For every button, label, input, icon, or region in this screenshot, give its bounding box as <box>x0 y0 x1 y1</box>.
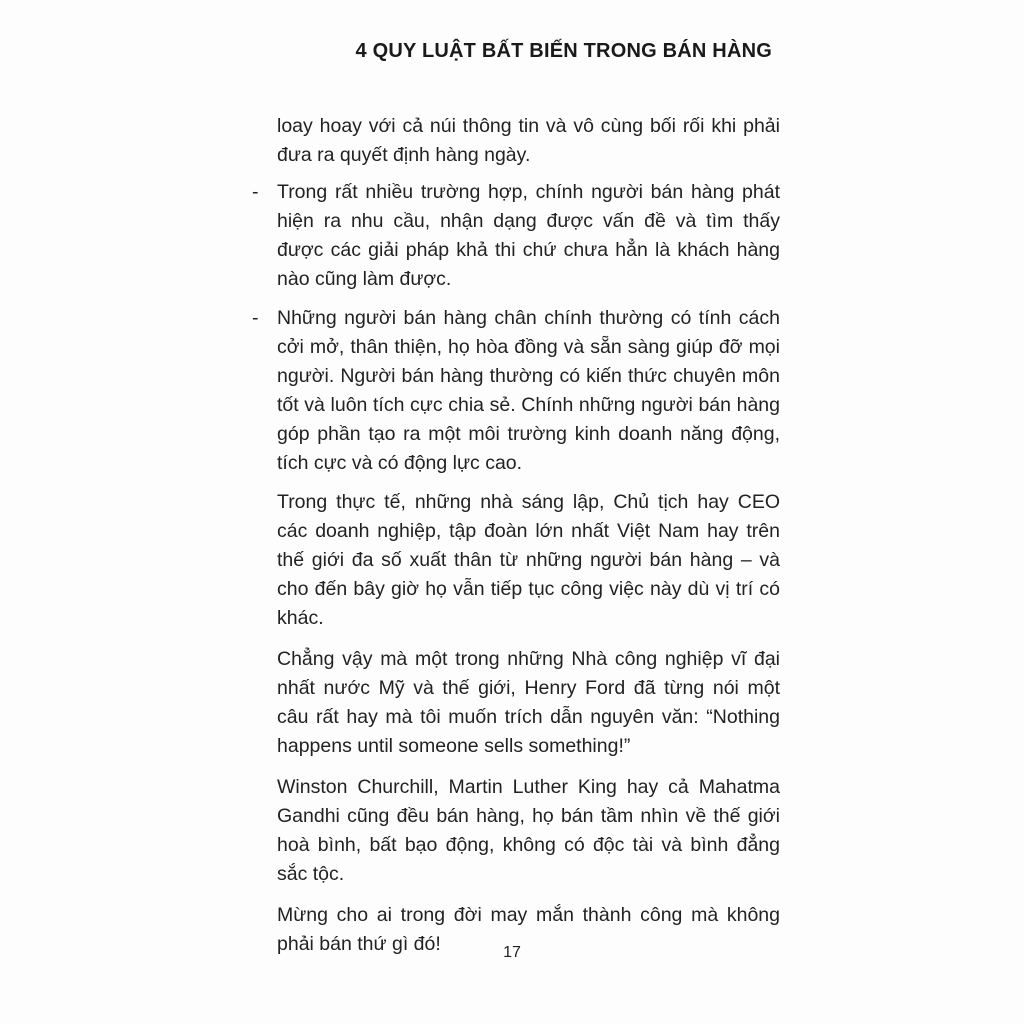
bullet-text: Trong rất nhiều trường hợp, chính người bán hàng phát hiện ra nhu cầu, nhận dạng được vấn đề và tìm thấy được các giải pháp khả thi chứ chưa hẳn là khách hàng nào cũng làm được. <box>277 181 780 290</box>
page-number: 17 <box>503 944 521 961</box>
bullet-text: Những người bán hàng chân chính thường có tính cách cởi mở, thân thiện, họ hòa đồng và sẵn sàng giúp đỡ mọi người. Người bán hàng thường có kiến thức chuyên môn tốt và luôn tích cực chia sẻ. Chính những người bán hàng góp phần tạo ra một môi trường kinh doanh năng động, tích cực và có động lực cao. <box>277 307 780 474</box>
bullet-dash: - <box>252 181 259 203</box>
bullet-item <box>250 304 780 478</box>
running-header: 4 QUY LUẬT BẤT BIẾN TRONG BÁN HÀNG <box>355 40 772 62</box>
body-paragraph: Trong thực tế, những nhà sáng lập, Chủ tịch hay CEO các doanh nghiệp, tập đoàn lớn nhất Việt Nam hay trên thế giới đa số xuất thân từ những người bán hàng – và cho đến bây giờ họ vẫn tiếp tục công việc này dù vị trí có khác. <box>277 491 780 629</box>
page-body <box>250 112 780 971</box>
bullet-item <box>250 178 780 294</box>
continuation-paragraph: loay hoay với cả núi thông tin và vô cùng bối rối khi phải đưa ra quyết định hàng ngày. <box>277 115 780 166</box>
body-paragraph: Winston Churchill, Martin Luther King hay cả Mahatma Gandhi cũng đều bán hàng, họ bán tầm nhìn về thế giới hoà bình, bất bạo động, không có độc tài và bình đẳng sắc tộc. <box>277 776 780 885</box>
bullet-dash: - <box>252 307 259 329</box>
body-paragraph: Chẳng vậy mà một trong những Nhà công nghiệp vĩ đại nhất nước Mỹ và thế giới, Henry Ford đã từng nói một câu rất hay mà tôi muốn trích dẫn nguyên văn: “Nothing happens until someone sells something!” <box>277 648 780 757</box>
body-paragraph: Mừng cho ai trong đời may mắn thành công mà không phải bán thứ gì đó! <box>277 904 780 955</box>
